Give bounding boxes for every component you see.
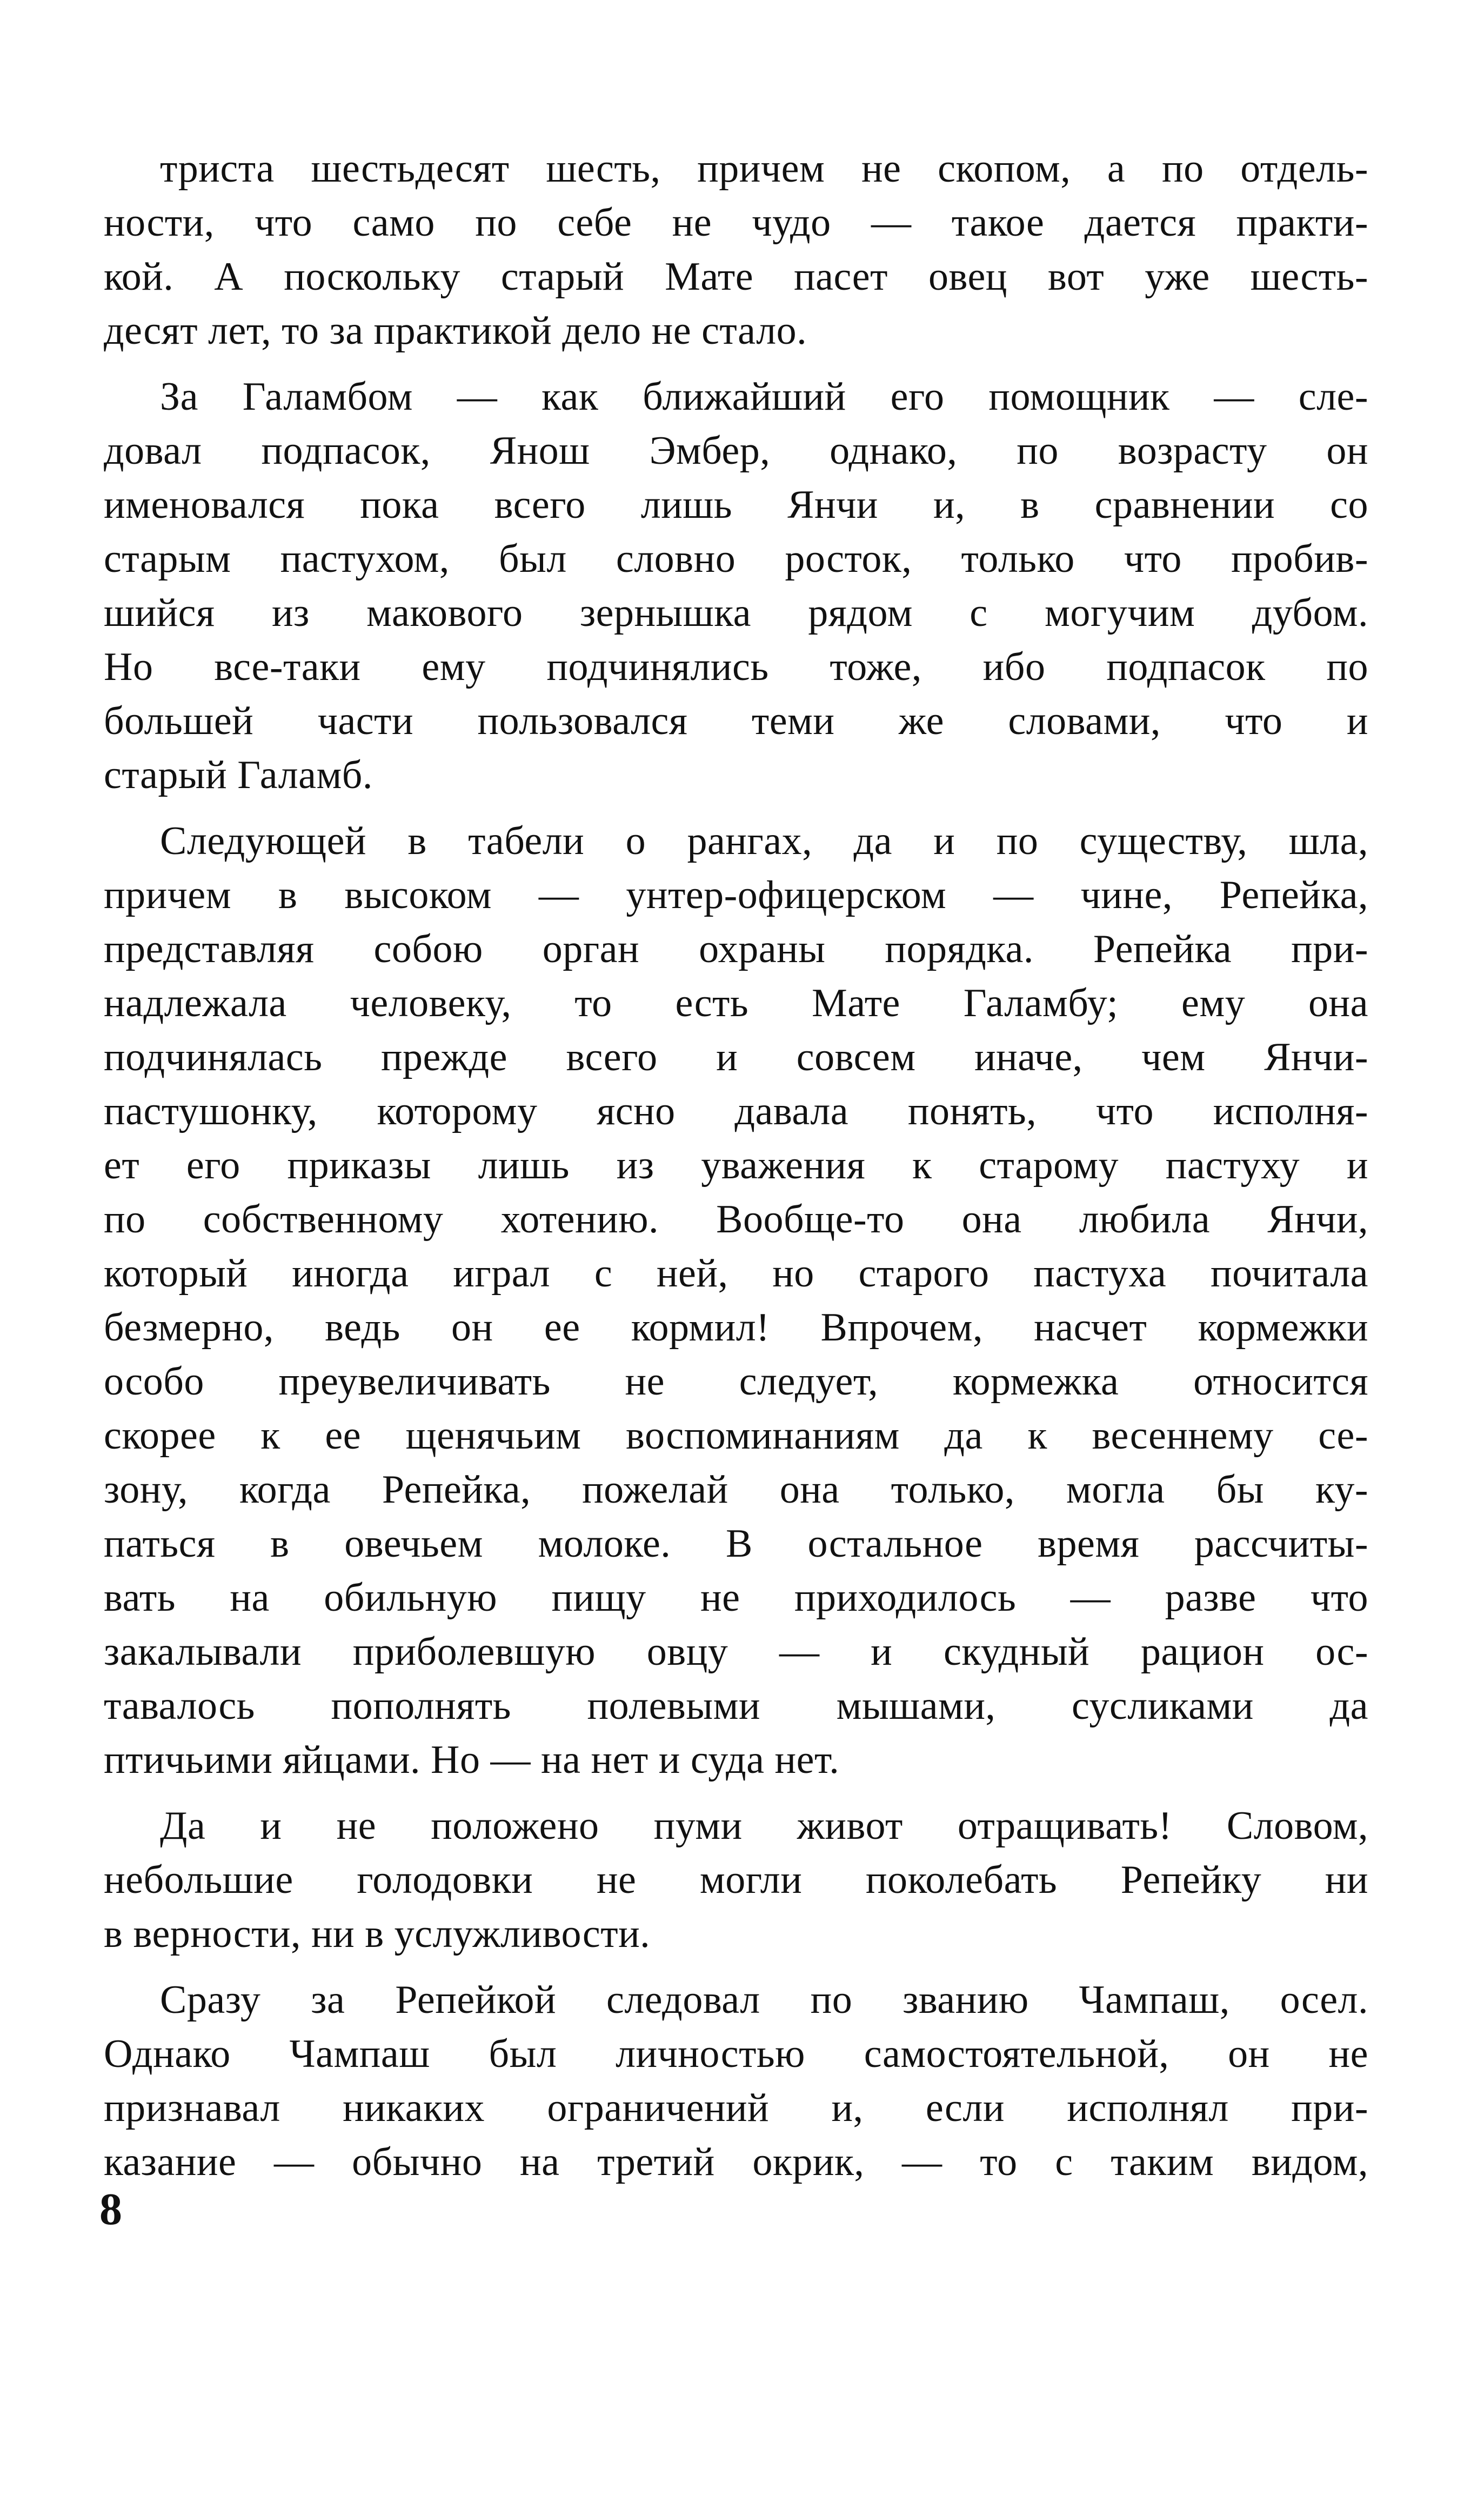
text-line: десят лет, то за практикой дело не стало. [104,309,807,353]
text-line: именовался пока всего лишь Янчи и, в сравнении со [104,483,1368,527]
paragraph [104,1973,1368,2189]
text-line: довал подпасок, Янош Эмбер, однако, по возрасту он [104,429,1368,473]
text-line: вать на обильную пищу не приходилось — разве что [104,1576,1368,1620]
text-line: Но все-таки ему подчинялись тоже, ибо подпасок по [104,645,1368,689]
text-line: ности, что само по себе не чудо — такое дается практи- [104,201,1368,245]
text-line: в верности, ни в услужливости. [104,1912,651,1956]
text-line: представляя собою орган охраны порядка. Репейка при- [104,927,1368,971]
text-line: паться в овечьем молоке. В остальное время рассчиты- [104,1522,1368,1566]
text-line: причем в высоком — унтер-офицерском — чине, Репейка, [104,873,1368,917]
text-line: триста шестьдесят шесть, причем не скопом, а по отдель- [160,146,1368,191]
text-line: надлежала человеку, то есть Мате Галамбу; ему она [104,981,1368,1025]
text-line: по собственному хотению. Вообще-то она любила Янчи, [104,1197,1368,1242]
text-line: зону, когда Репейка, пожелай она только, могла бы ку- [104,1467,1368,1512]
text-line: закалывали приболевшую овцу — и скудный рацион ос- [104,1630,1368,1674]
text-line: птичьими яйцами. Но — на нет и суда нет. [104,1738,840,1782]
text-line: Да и не положено пуми живот отращивать! Словом, [160,1804,1368,1848]
text-line: Сразу за Репейкой следовал по званию Чампаш, осел. [160,1978,1368,2022]
text-line: пастушонку, которому ясно давала понять, что исполня- [104,1089,1368,1133]
paragraph [104,1799,1368,1961]
text-line: За Галамбом — как ближайший его помощник — сле- [160,375,1368,419]
text-line: большей части пользовался теми же словами, что и [104,699,1368,743]
text-line: который иногда играл с ней, но старого пастуха почитала [104,1251,1368,1296]
text-line: подчинялась прежде всего и совсем иначе, чем Янчи- [104,1035,1368,1079]
text-line: скорее к ее щенячьим воспоминаниям да к весеннему се- [104,1413,1368,1458]
text-line: кой. А поскольку старый Мате пасет овец вот уже шесть- [104,255,1368,299]
text-line: Следующей в табели о рангах, да и по существу, шла, [160,819,1368,863]
text-line: старый Галамб. [104,753,373,797]
text-line: старым пастухом, был словно росток, только что пробив- [104,537,1368,581]
text-line: ет его приказы лишь из уважения к старому пастуху и [104,1143,1368,1188]
text-line: казание — обычно на третий окрик, — то с таким видом, [104,2140,1368,2184]
text-line: особо преувеличивать не следует, кормежка относится [104,1359,1368,1404]
text-line: признавал никаких ограничений и, если исполнял при- [104,2086,1368,2130]
paragraph [104,142,1368,358]
page-number: 8 [99,2184,122,2234]
text-line: небольшие голодовки не могли поколебать Репейку ни [104,1858,1368,1902]
text-line: шийся из макового зернышка рядом с могучим дубом. [104,591,1368,635]
paragraph [104,370,1368,802]
text-line: безмерно, ведь он ее кормил! Впрочем, насчет кормежки [104,1305,1368,1350]
text-line: Однако Чампаш был личностью самостоятельной, он не [104,2032,1368,2076]
text-line: тавалось пополнять полевыми мышами, сусликами да [104,1684,1368,1728]
body-text [104,142,1368,2189]
paragraph [104,814,1368,1787]
